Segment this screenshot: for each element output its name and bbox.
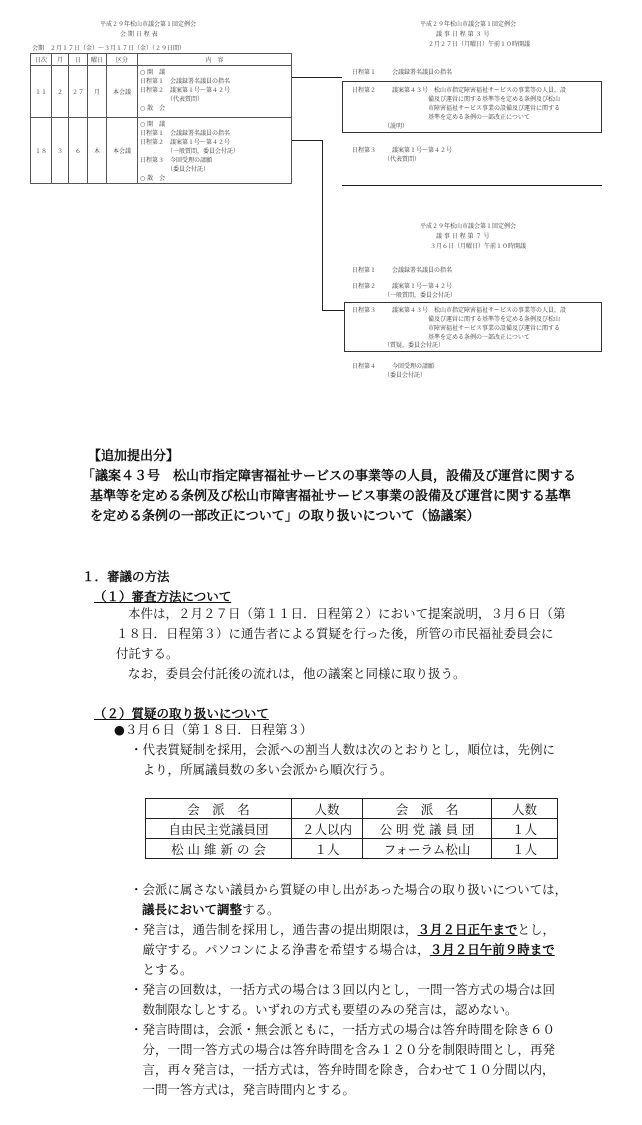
sched-item: ○ 散 会 [140,175,166,182]
connector-line [292,140,322,141]
right-doc1-item2-line: 備及び運営に関する基準等を定める条例及び松山 [392,96,561,103]
sched-cell: ２ [52,66,69,118]
sched-item: ○ 散 会 [140,105,166,112]
table-header: 会 派 名 [363,799,492,819]
right-doc1-item2-line: 議案第４３号 松山市指定障害福祉サービスの事業等の人員，設 [392,87,567,94]
right-doc1-item3-label: 日程第３ [352,147,377,154]
text-span: とし， [517,922,556,937]
right-doc1-item3-note: （代表質問） [384,156,421,163]
sched-header: 月 [52,54,69,66]
table-row [146,819,558,839]
sched-header: 内 容 [138,54,292,66]
sched-item: 日程第２ 議案第１号〜第４２号 [140,87,231,94]
bullet-line [130,940,555,960]
sched-cell: 本会議 [107,118,138,184]
table-cell: １人 [492,819,558,839]
bullet-line: 数制限なしとする。いずれの方式も要望のみの発言は，認めない。 [130,1002,518,1017]
sched-header: 曜日 [88,54,107,66]
bullet-line: ・会派に属さない議員から質疑の申し出があった場合の取り扱いについては， [130,882,568,897]
sched-content-cell [138,66,292,118]
date-line: ●３月６日（第１８日．日程第３） [114,722,313,737]
table-cell: 自由民主党議員団 [146,819,292,839]
sched-header: 日次 [31,54,52,66]
sched-cell: ６ [69,118,88,184]
right-doc1-item2-line: 基準を定める条例の一部改正について [392,114,530,121]
sched-item: （代表質問） [140,96,204,103]
bold-text: 議長において調整 [142,902,243,917]
sched-item: ○ 開 議 [140,121,166,128]
table-cell: 公 明 党 議 員 団 [363,819,492,839]
right-doc2-item3-note: （質疑，委員会付託） [384,342,445,349]
right-doc1-item1-label: 日程第１ [352,69,377,76]
right-doc2-item2-text: 議案第１号〜第４２号 [392,283,453,290]
bullet-line: ・発言の回数は，一括方式の場合は３回以内とし，一問一答方式の場合は回 [130,982,556,997]
additional-label: 【追加提出分】 [88,449,180,464]
bullet-line: より，所属議員数の多い会派から順次行う。 [130,762,393,777]
bullet-line: ・発言時間は，会派・無会派ともに，一括方式の場合は答弁時間を除き６０ [130,1022,556,1037]
right-doc2-item3-line: 基準を定める条例の一部改正について [392,334,530,341]
right-doc2-item3-label: 日程第３ [352,307,377,314]
right-doc2-item2-label: 日程第２ [352,283,377,290]
sched-cell: 木 [88,118,107,184]
schedule-row [31,66,292,118]
paragraph-line: なお，委員会付託後の流れは，他の議案と同様に取り扱う。 [128,666,466,681]
right-doc2-item4-note: （委員会付託） [384,372,427,379]
sched-cell: ２７ [69,66,88,118]
bullet-line: とする。 [130,962,193,977]
table-cell: １人 [292,839,363,859]
section-title: １．審議の方法 [82,569,170,584]
left-doc-heading2: 会 期 日 程 表 [120,31,158,38]
connector-line [322,140,323,310]
sched-header: 区分 [107,54,138,66]
sched-item: 日程第２ 議案第１号〜第４２号 [140,139,231,146]
right-doc2-item4-text: 今回受理の請願 [392,363,435,370]
sched-cell: 本会議 [107,66,138,118]
right-doc1-heading2: 議 事 日 程 第 ３ 号 [436,31,490,38]
right-doc1-date: ２月２７日（月曜日）午前１０時開議 [428,41,531,48]
schedule-row [31,118,292,184]
paragraph-line: 本件は，２月２７日（第１１日．日程第２）において提案説明，３月６日（第 [128,606,566,621]
sched-cell: 月 [88,66,107,118]
bullet-line: 分，一問一答方式の場合は答弁時間を含み１２０分を制限時間とし，再発 [130,1042,556,1057]
subsection-title: （２）質疑の取り扱いについて [94,706,269,721]
schedule-table [30,53,292,184]
doc-title-line: 基準等を定める条例及び松山市障害福祉サービス事業の設備及び運営に関する基準 [90,489,572,504]
bullet-line: 言，再々発言は，一括方式は，答弁時間を除き，合わせて１０分間以内， [130,1062,555,1077]
doc-title-line: 「議案４３号 松山市指定障害福祉サービスの事業等の人員，設備及び運営に関する [82,469,577,484]
table-cell: 松 山 維 新 の 会 [146,839,292,859]
left-doc-heading1: 平成２９年松山市議会第１回定例会 [100,21,197,28]
right-doc1-item1-text: 会議録署名議員の指名 [392,69,453,76]
text-span: する。 [242,902,280,917]
connector-line [322,310,344,311]
sched-cell: １１ [31,66,52,118]
table-header: 会 派 名 [146,799,292,819]
table-row [146,839,558,859]
bullet-line [142,900,280,920]
right-doc2-item1-label: 日程第１ [352,267,377,274]
sched-item: （委員会付託） [140,166,210,173]
sched-item: 日程第３ 今回受理の請願 [140,157,213,164]
right-doc1-heading1: 平成２９年松山市議会第１回定例会 [420,21,517,28]
doc-title-line: を定める条例の一部改正について」の取り扱いについて（協議案） [90,509,480,524]
table-cell: フォーラム松山 [363,839,492,859]
right-doc2-heading1: 平成２９年松山市議会第１回定例会 [420,223,517,230]
sched-item: （一般質問，委員会付託） [140,148,240,155]
table-header-row [146,799,558,819]
right-doc2-item4-label: 日程第４ [352,363,377,370]
connector-line [292,77,342,78]
table-cell: ２人以内 [292,819,363,839]
right-doc2-item3-line: 備及び運営に関する基準等を定める条例及び松山 [392,316,561,323]
table-cell: １人 [492,839,558,859]
subsection-title: （１）審査方法について [94,589,232,604]
right-doc1-item2-label: 日程第２ [352,87,377,94]
sched-cell: １８ [31,118,52,184]
doc-divider [342,185,602,186]
right-doc2-item3-line: 議案第４３号 松山市指定障害福祉サービスの事業等の人員，設 [392,307,567,314]
table-header: 人数 [292,799,363,819]
text-span: ・発言は，通告制を採用し，通告書の提出期限は， [130,922,418,937]
bullet-line [130,920,555,940]
right-doc1-item3-text: 議案第１号〜第４２号 [392,147,453,154]
bullet-line: 一問一答方式は，発言時間内とする。 [130,1082,356,1097]
bullet-line: ・代表質疑制を採用，会派への割当人数は次のとおりとし，順位は，先例に [130,742,556,757]
sched-header: 日 [69,54,88,66]
right-doc1-item2-line: 市障害福祉サービス事業の設備及び運営に関する [392,105,561,112]
deadline-text: ３月２日正午まで [417,922,518,937]
sched-item: ○ 開 議 [140,69,166,76]
right-doc1-item2-note: （説明） [384,123,409,130]
text-span: 厳守する。パソコンによる浄書を希望する場合は， [130,942,430,957]
faction-allocation-table [145,798,558,859]
paragraph-line: 付託する。 [116,646,179,661]
right-doc2-item3-line: 市障害福祉サービス事業の設備及び運営に関する [392,325,561,332]
sched-item: 日程第１ 会議録署名議員の指名 [140,130,231,137]
right-doc2-item2-note: （一般質問，委員会付託） [384,292,457,299]
sched-cell: ３ [52,118,69,184]
left-doc-period: 会期 ２月１７日（金）〜３月１７日（金）（２９日間） [32,45,186,52]
table-header: 人数 [492,799,558,819]
right-doc2-date: ３月６日（月曜日）午前１０時開議 [430,243,527,250]
deadline-text: ３月２日午前９時まで [429,942,555,957]
right-doc2-heading2: 議 事 日 程 第 ７ 号 [436,233,490,240]
sched-content-cell [138,118,292,184]
schedule-header-row [31,54,292,66]
paragraph-line: １８日．日程第３）に通告者による質疑を行った後，所管の市民福祉委員会に [116,626,554,641]
right-doc2-item1-text: 会議録署名議員の指名 [392,267,453,274]
sched-item: 日程第１ 会議録署名議員の指名 [140,78,231,85]
